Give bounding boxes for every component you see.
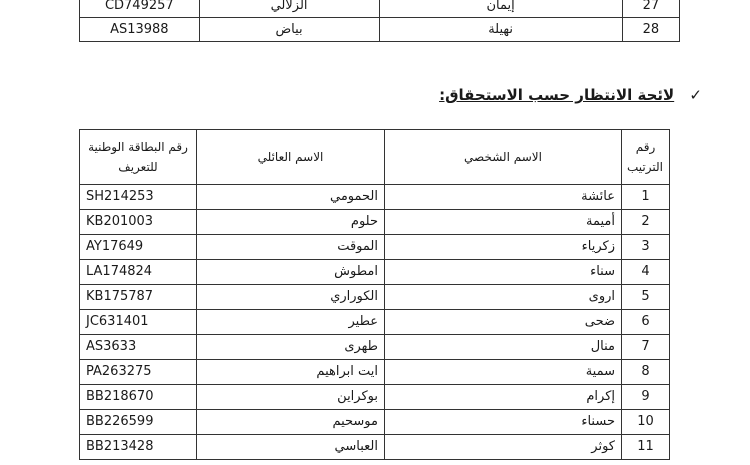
rank-cell: 7 xyxy=(622,335,670,360)
rank-cell: 10 xyxy=(622,410,670,435)
national-id-cell: AY17649 xyxy=(80,235,197,260)
rank-cell: 6 xyxy=(622,310,670,335)
first-name-cell: ضحى xyxy=(385,310,622,335)
last-name-cell: بياض xyxy=(199,18,379,42)
table-row xyxy=(80,0,680,18)
last-name-cell: بوكراين xyxy=(197,385,385,410)
national-id-cell: PA263275 xyxy=(80,360,197,385)
waitlist-table xyxy=(79,129,670,460)
first-name-cell: اروى xyxy=(385,285,622,310)
previous-list-table xyxy=(79,0,680,42)
table-row xyxy=(80,360,670,385)
rank-cell: 4 xyxy=(622,260,670,285)
national-id-cell: LA174824 xyxy=(80,260,197,285)
first-name-cell: سناء xyxy=(385,260,622,285)
first-name-cell: سمية xyxy=(385,360,622,385)
table-row xyxy=(80,185,670,210)
last-name-cell: الحمومي xyxy=(197,185,385,210)
table-row xyxy=(80,285,670,310)
waitlist-title: لائحة الانتظار حسب الاستحقاق: xyxy=(439,86,675,104)
last-name-cell: الكوراري xyxy=(197,285,385,310)
table-row xyxy=(80,260,670,285)
rank-cell: 27 xyxy=(622,0,679,18)
last-name-cell: طهرى xyxy=(197,335,385,360)
table-row xyxy=(80,385,670,410)
first-name-cell: حسناء xyxy=(385,410,622,435)
table-row xyxy=(80,410,670,435)
first-name-cell: عائشة xyxy=(385,185,622,210)
rank-cell: 28 xyxy=(622,18,679,42)
national-id-cell: CD749257 xyxy=(80,0,200,18)
first-name-cell: نهيلة xyxy=(379,18,622,42)
table-row xyxy=(80,210,670,235)
table-row xyxy=(80,235,670,260)
first-name-cell: إكرام xyxy=(385,385,622,410)
first-name-cell: أميمة xyxy=(385,210,622,235)
table-header-row xyxy=(80,130,670,185)
rank-cell: 9 xyxy=(622,385,670,410)
header-first-name: الاسم الشخصي xyxy=(385,130,622,185)
last-name-cell: الزلالي xyxy=(199,0,379,18)
first-name-cell: كوثر xyxy=(385,435,622,460)
rank-cell: 2 xyxy=(622,210,670,235)
national-id-cell: BB218670 xyxy=(80,385,197,410)
last-name-cell: موسحيم xyxy=(197,410,385,435)
checkmark-icon: ✓ xyxy=(689,86,702,104)
table-row xyxy=(80,310,670,335)
last-name-cell: الموقت xyxy=(197,235,385,260)
national-id-cell: JC631401 xyxy=(80,310,197,335)
national-id-cell: AS3633 xyxy=(80,335,197,360)
waitlist-heading xyxy=(439,86,702,104)
first-name-cell: زكرياء xyxy=(385,235,622,260)
last-name-cell: امطوش xyxy=(197,260,385,285)
rank-cell: 3 xyxy=(622,235,670,260)
national-id-cell: SH214253 xyxy=(80,185,197,210)
table-row xyxy=(80,435,670,460)
last-name-cell: ايت ابراهيم xyxy=(197,360,385,385)
national-id-cell: BB213428 xyxy=(80,435,197,460)
rank-cell: 5 xyxy=(622,285,670,310)
rank-cell: 11 xyxy=(622,435,670,460)
last-name-cell: العباسي xyxy=(197,435,385,460)
national-id-cell: BB226599 xyxy=(80,410,197,435)
header-rank: رقم الترتيب xyxy=(622,130,670,185)
national-id-cell: KB201003 xyxy=(80,210,197,235)
table-row xyxy=(80,335,670,360)
header-national-id: رقم البطاقة الوطنية للتعريف xyxy=(80,130,197,185)
last-name-cell: عطير xyxy=(197,310,385,335)
table-row xyxy=(80,18,680,42)
rank-cell: 8 xyxy=(622,360,670,385)
national-id-cell: KB175787 xyxy=(80,285,197,310)
rank-cell: 1 xyxy=(622,185,670,210)
national-id-cell: AS13988 xyxy=(80,18,200,42)
last-name-cell: حلوم xyxy=(197,210,385,235)
first-name-cell: إيمان xyxy=(379,0,622,18)
first-name-cell: منال xyxy=(385,335,622,360)
header-last-name: الاسم العائلي xyxy=(197,130,385,185)
